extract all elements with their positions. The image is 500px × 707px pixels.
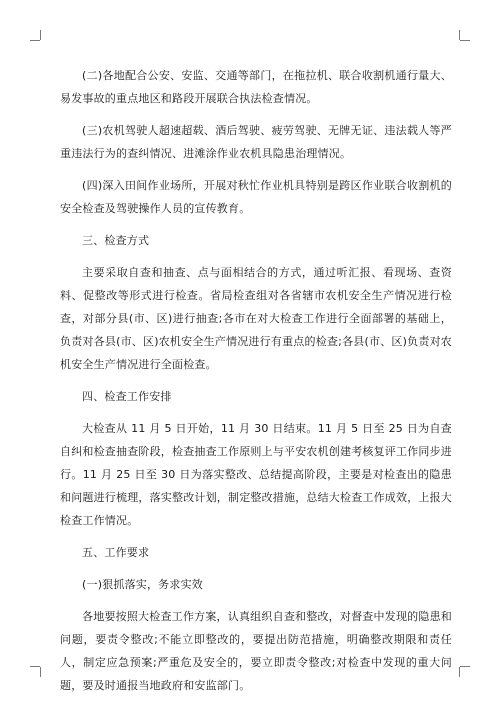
paragraph-item-4: (四)深入田间作业场所，开展对秋忙作业机具特别是跨区作业联合收割机的安全检查及驾驶操作人员的宣传教育。: [60, 179, 452, 215]
crop-mark-top-left-h: [30, 40, 40, 41]
subsection-heading-implementation: (一)狠抓落实，务求实效: [82, 578, 203, 591]
document-body: [60, 64, 452, 697]
crop-mark-top-right-v: [459, 30, 460, 40]
paragraph-inspection-method: 主要采取自查和抽查、点与面相结合的方式，通过听汇报、看现场、查资料、促整改等形式进行检查。省局检查组对各省辖市农机安全生产情况进行检查，对部分县(市、区)进行抽查;各市在对大检查工作进行全面部署的基础上，负责对各县(市、区)农机安全生产情况进行有重点的检查;各县(市、区)负责对农机安全生产情况进行全面检查。: [60, 266, 452, 371]
crop-mark-top-right-h: [460, 40, 470, 41]
section-heading-work-schedule: 四、检查工作安排: [82, 390, 172, 403]
crop-mark-bottom-right-h: [460, 666, 470, 667]
section-heading-work-requirements: 五、工作要求: [82, 546, 150, 559]
paragraph-implementation: 各地要按照大检查工作方案，认真组织自查和整改，对督查中发现的隐患和问题，要责令整改;不能立即整改的，要提出防范措施，明确整改期限和责任人，制定应急预案;严重危及安全的，要立即责令整改;对检查中发现的重大问题，要及时通报当地政府和安监部门。: [60, 610, 452, 692]
paragraph-item-2: (二)各地配合公安、安监、交通等部门，在拖拉机、联合收割机通行量大、易发事故的重点地区和路段开展联合执法检查情况。: [60, 69, 452, 105]
section-heading-inspection-method: 三、检查方式: [82, 234, 150, 247]
crop-mark-bottom-left-h: [30, 666, 40, 667]
crop-mark-bottom-left-v: [40, 667, 41, 677]
crop-mark-bottom-right-v: [459, 667, 460, 677]
paragraph-work-schedule: 大检查从 11 月 5 日开始，11 月 30 日结束。11 月 5 日至 25 日为自查自纠和检查抽查阶段，检查抽查工作原则上与平安农机创建考核复评工作同步进行。11 月 25 日至 30 日为落实整改、总结提高阶段，主要是对检查出的隐患和问题进行梳理，落实整改计划，制定整改措施，总结大检查工作成效，上报大检查工作情况。: [60, 422, 452, 527]
crop-mark-top-left-v: [40, 30, 41, 40]
paragraph-item-3: (三)农机驾驶人超速超载、酒后驾驶、疲劳驾驶、无牌无证、违法载人等严重违法行为的查纠情况、进滩涂作业农机具隐患治理情况。: [60, 124, 452, 160]
